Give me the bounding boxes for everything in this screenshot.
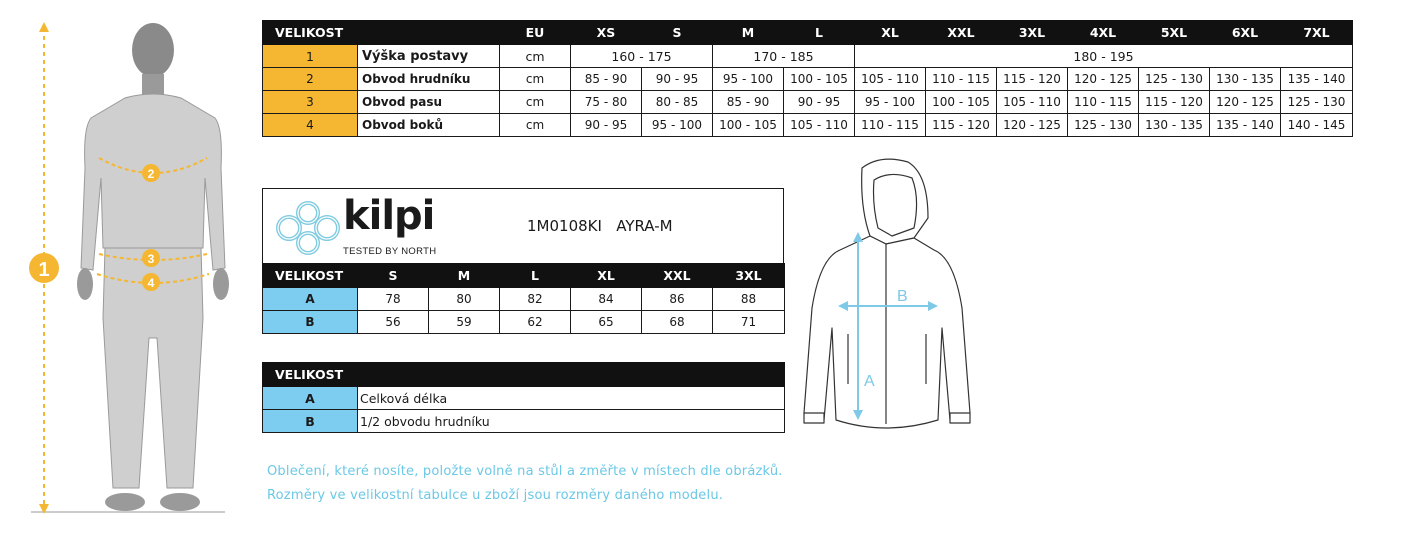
size-chart-table [262, 20, 1353, 137]
header-cell: M [429, 264, 500, 288]
row-label: Obvod hrudníku [358, 68, 500, 91]
row-number: 2 [263, 68, 358, 91]
instruction-note: Rozměry ve velikostní tabulce u zboží jsou rozměry daného modelu. [267, 488, 724, 503]
table-cell: 80 - 85 [642, 91, 713, 114]
row-number: 1 [263, 45, 358, 68]
jacket-diagram [800, 158, 975, 443]
kilpi-knot-logo-icon [273, 199, 343, 257]
header-cell: 7XL [1281, 21, 1353, 45]
model-size-table [262, 263, 785, 334]
header-cell: XXL [926, 21, 997, 45]
marker-1 [29, 253, 59, 283]
header-cell: 3XL [997, 21, 1068, 45]
table-cell: 125 - 130 [1281, 91, 1353, 114]
table-cell: 140 - 145 [1281, 114, 1353, 137]
table-cell: 88 [713, 288, 785, 311]
row-label: Výška postavy [358, 45, 500, 68]
table-cell: 100 - 105 [926, 91, 997, 114]
table-cell: 120 - 125 [1068, 68, 1139, 91]
table-cell: 105 - 110 [784, 114, 855, 137]
legend-header [263, 363, 785, 387]
table-cell: 115 - 120 [997, 68, 1068, 91]
table-cell: 86 [642, 288, 713, 311]
table-row [263, 311, 785, 334]
body-silhouette [31, 23, 229, 512]
row-unit: cm [500, 45, 571, 68]
table-row [263, 68, 1353, 91]
table-cell: 125 - 130 [1139, 68, 1210, 91]
table-cell: 100 - 105 [784, 68, 855, 91]
header-cell: 4XL [1068, 21, 1139, 45]
header-cell: M [713, 21, 784, 45]
marker-3 [142, 249, 160, 267]
table-row [263, 288, 785, 311]
table-cell: 85 - 90 [713, 91, 784, 114]
row-number: 4 [263, 114, 358, 137]
header-cell: XS [571, 21, 642, 45]
svg-text:2: 2 [147, 167, 155, 181]
row-unit: cm [500, 114, 571, 137]
table-cell: 56 [358, 311, 429, 334]
table-cell: 170 - 185 [713, 45, 855, 68]
header-cell: 3XL [713, 264, 785, 288]
jacket-label-a: A [864, 373, 875, 390]
row-unit: cm [500, 68, 571, 91]
table-row [263, 387, 785, 410]
table-cell: 135 - 140 [1210, 114, 1281, 137]
table-cell: 115 - 120 [1139, 91, 1210, 114]
row-label: B [263, 311, 358, 334]
header-cell: XXL [642, 264, 713, 288]
header-cell: L [500, 264, 571, 288]
header-cell: XL [855, 21, 926, 45]
table-cell: 59 [429, 311, 500, 334]
legend-table [262, 362, 785, 433]
table-cell: 95 - 100 [642, 114, 713, 137]
svg-text:4: 4 [147, 276, 155, 290]
model-name-text: AYRA-M [616, 217, 673, 235]
table-cell: 130 - 135 [1210, 68, 1281, 91]
header-cell [358, 363, 785, 387]
table-row [263, 45, 1353, 68]
header-cell: 5XL [1139, 21, 1210, 45]
table-cell: 78 [358, 288, 429, 311]
table-cell: 110 - 115 [1068, 91, 1139, 114]
row-label: Obvod pasu [358, 91, 500, 114]
body-figure [25, 18, 235, 518]
svg-text:1: 1 [38, 259, 50, 281]
table-cell: 95 - 100 [713, 68, 784, 91]
table-cell: 100 - 105 [713, 114, 784, 137]
marker-2 [142, 164, 160, 182]
header-cell: L [784, 21, 855, 45]
model-table-header [263, 264, 785, 288]
table-cell: 180 - 195 [855, 45, 1353, 68]
row-unit: cm [500, 91, 571, 114]
brand-tagline: TESTED BY NORTH [343, 246, 437, 257]
table-cell: 85 - 90 [571, 68, 642, 91]
row-number: 3 [263, 91, 358, 114]
table-cell: 65 [571, 311, 642, 334]
table-cell: 115 - 120 [926, 114, 997, 137]
table-cell: 71 [713, 311, 785, 334]
instruction-note: Oblečení, které nosíte, položte volně na stůl a změřte v místech dle obrázků. [267, 464, 783, 479]
row-label: B [263, 410, 358, 433]
row-label: Obvod boků [358, 114, 500, 137]
marker-4 [142, 273, 160, 291]
table-cell: 82 [500, 288, 571, 311]
table-cell: 135 - 140 [1281, 68, 1353, 91]
table-cell: 62 [500, 311, 571, 334]
row-label: A [263, 288, 358, 311]
header-cell: EU [500, 21, 571, 45]
table-cell: 120 - 125 [1210, 91, 1281, 114]
legend-description: 1/2 obvodu hrudníku [358, 410, 785, 433]
table-cell: 68 [642, 311, 713, 334]
header-cell: VELIKOST [263, 21, 358, 45]
table-cell: 90 - 95 [642, 68, 713, 91]
table-cell: 105 - 110 [997, 91, 1068, 114]
table-cell: 75 - 80 [571, 91, 642, 114]
table-cell: 90 - 95 [784, 91, 855, 114]
model-code [527, 217, 673, 235]
table-cell: 80 [429, 288, 500, 311]
table-row [263, 91, 1353, 114]
header-cell: S [642, 21, 713, 45]
table-row [263, 410, 785, 433]
row-label: A [263, 387, 358, 410]
table-cell: 105 - 110 [855, 68, 926, 91]
table-cell: 120 - 125 [997, 114, 1068, 137]
header-cell: 6XL [1210, 21, 1281, 45]
header-cell [358, 21, 500, 45]
header-cell: S [358, 264, 429, 288]
table-cell: 95 - 100 [855, 91, 926, 114]
table-row [263, 114, 1353, 137]
model-header [262, 188, 784, 263]
header-cell: VELIKOST [263, 363, 358, 387]
table-cell: 84 [571, 288, 642, 311]
header-cell: XL [571, 264, 642, 288]
brand-name: kilpi [343, 193, 435, 239]
table-cell: 130 - 135 [1139, 114, 1210, 137]
legend-description: Celková délka [358, 387, 785, 410]
svg-text:3: 3 [147, 252, 155, 266]
header-cell: VELIKOST [263, 264, 358, 288]
size-chart-header [263, 21, 1353, 45]
model-code-text: 1M0108KI [527, 217, 602, 235]
table-cell: 110 - 115 [926, 68, 997, 91]
table-cell: 125 - 130 [1068, 114, 1139, 137]
jacket-label-b: B [897, 288, 908, 305]
table-cell: 160 - 175 [571, 45, 713, 68]
table-cell: 110 - 115 [855, 114, 926, 137]
table-cell: 90 - 95 [571, 114, 642, 137]
